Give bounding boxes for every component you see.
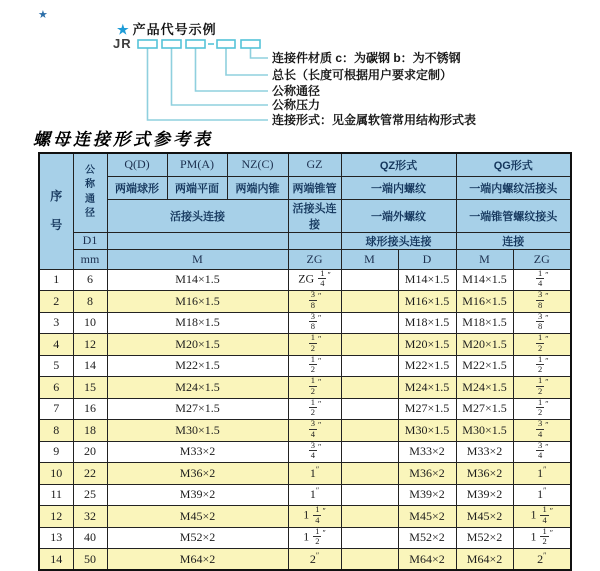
header-qz-ball-connection: 球形接头连接 (341, 232, 456, 249)
cell-qg-m: M52×2 (456, 527, 513, 549)
cell-qz-d: M22×1.5 (398, 355, 456, 377)
table-row (39, 441, 571, 463)
cell-seq: 12 (39, 506, 73, 528)
header-empty-mid (107, 232, 288, 249)
label-total-length: 总长（长度可根据用户要求定制） (272, 68, 453, 82)
cell-dn-mm: 16 (73, 398, 107, 420)
header-qg-taper-thread: 一端锥管螺纹接头 (456, 199, 571, 232)
header-nz: NZ(C) (227, 153, 288, 176)
table-row (39, 420, 571, 442)
cell-m-thread: M16×1.5 (107, 291, 288, 313)
cell-qz-d: M64×2 (398, 549, 456, 571)
label-connection-form: 连接形式：见金属软管常用结构形式表 (272, 113, 477, 127)
cell-dn-mm: 25 (73, 484, 107, 506)
cell-qz-d: M20×1.5 (398, 334, 456, 356)
cell-gz-zg: 1″ (288, 463, 341, 485)
cell-m-thread: M22×1.5 (107, 355, 288, 377)
cell-seq: 2 (39, 291, 73, 313)
cell-m-thread: M30×1.5 (107, 420, 288, 442)
cell-qz-m (341, 398, 398, 420)
product-code-prefix: JR (113, 36, 132, 51)
cell-gz-zg: $\frac{3}{8}$ ″ (288, 312, 341, 334)
code-box-3 (186, 40, 205, 48)
cell-seq: 3 (39, 312, 73, 334)
cell-dn-mm: 10 (73, 312, 107, 334)
header-qz-d: D (398, 249, 456, 269)
cell-qg-m: M14×1.5 (456, 269, 513, 291)
cell-qg-zg: 2″ (513, 549, 571, 571)
cell-dn-mm: 18 (73, 420, 107, 442)
cell-qg-zg: $\frac{3}{4}$ ″ (513, 420, 571, 442)
header-qg-connection: 连接 (456, 232, 571, 249)
cell-qz-m (341, 269, 398, 291)
cell-qg-m: M39×2 (456, 484, 513, 506)
cell-m-thread: M27×1.5 (107, 398, 288, 420)
table-row (39, 334, 571, 356)
connector-lines (148, 48, 269, 120)
cell-gz-zg: $\frac{3}{4}$ ″ (288, 441, 341, 463)
cell-qg-m: M30×1.5 (456, 420, 513, 442)
header-qg-m: M (456, 249, 513, 269)
cell-qz-d: M45×2 (398, 506, 456, 528)
header-q: Q(D) (107, 153, 167, 176)
cell-qg-zg: $\frac{1}{2}$ ″ (513, 377, 571, 399)
cell-qz-m (341, 312, 398, 334)
cell-dn-mm: 32 (73, 506, 107, 528)
cell-seq: 7 (39, 398, 73, 420)
cell-seq: 14 (39, 549, 73, 571)
header-zg: ZG (288, 249, 341, 269)
cell-seq: 8 (39, 420, 73, 442)
header-pm: PM(A) (167, 153, 227, 176)
cell-qz-m (341, 334, 398, 356)
cell-seq: 9 (39, 441, 73, 463)
cell-qz-d: M27×1.5 (398, 398, 456, 420)
cell-dn-mm: 50 (73, 549, 107, 571)
table-row (39, 355, 571, 377)
cell-gz-zg: 1″ (288, 484, 341, 506)
cell-qz-m (341, 291, 398, 313)
cell-seq: 13 (39, 527, 73, 549)
code-box-1 (138, 40, 157, 48)
cell-gz-zg: $\frac{1}{2}$ ″ (288, 398, 341, 420)
cell-dn-mm: 40 (73, 527, 107, 549)
label-connector-material: 连接件材质 c：为碳钢 b：为不锈钢 (272, 51, 461, 65)
cell-seq: 1 (39, 269, 73, 291)
cell-dn-mm: 20 (73, 441, 107, 463)
cell-gz-zg: $\frac{1}{2}$ ″ (288, 355, 341, 377)
header-mm: mm (73, 249, 107, 269)
cell-m-thread: M36×2 (107, 463, 288, 485)
cell-qg-zg: $\frac{1}{2}$ ″ (513, 334, 571, 356)
diagram-heading-text: 产品代号示例 (132, 22, 217, 37)
cell-gz-zg: 1 $\frac{1}{4}$ ″ (288, 506, 341, 528)
cell-qz-d: M36×2 (398, 463, 456, 485)
cell-qz-d: M16×1.5 (398, 291, 456, 313)
header-qz-inner-thread: 一端内螺纹 (341, 176, 456, 199)
cell-qg-zg: $\frac{1}{2}$ ″ (513, 398, 571, 420)
nut-connection-table (38, 152, 572, 571)
cell-seq: 6 (39, 377, 73, 399)
cell-qg-zg: $\frac{3}{4}$ ″ (513, 441, 571, 463)
cell-gz-zg: 2″ (288, 549, 341, 571)
cell-m-thread: M52×2 (107, 527, 288, 549)
header-qg-form: QG形式 (456, 153, 571, 176)
cell-dn-mm: 22 (73, 463, 107, 485)
cell-gz-zg: $\frac{1}{2}$ ″ (288, 377, 341, 399)
header-qz-form: QZ形式 (341, 153, 456, 176)
cell-qz-m (341, 484, 398, 506)
header-m: M (107, 249, 288, 269)
cell-gz-zg: ZG $\frac{1}{4}$ ″ (288, 269, 341, 291)
table-body (39, 269, 571, 570)
cell-qg-m: M33×2 (456, 441, 513, 463)
table-row (39, 269, 571, 291)
header-q-desc: 两端球形 (107, 176, 167, 199)
cell-m-thread: M64×2 (107, 549, 288, 571)
cell-m-thread: M24×1.5 (107, 377, 288, 399)
cell-seq: 4 (39, 334, 73, 356)
cell-seq: 5 (39, 355, 73, 377)
table-header (39, 153, 571, 269)
cell-qg-m: M36×2 (456, 463, 513, 485)
cell-qz-d: M14×1.5 (398, 269, 456, 291)
cell-qz-m (341, 420, 398, 442)
table-row (39, 312, 571, 334)
cell-m-thread: M18×1.5 (107, 312, 288, 334)
cell-qg-m: M64×2 (456, 549, 513, 571)
table-row (39, 291, 571, 313)
cell-qz-d: M33×2 (398, 441, 456, 463)
cell-qz-d: M30×1.5 (398, 420, 456, 442)
cell-gz-zg: $\frac{3}{8}$ ″ (288, 291, 341, 313)
code-box-4 (217, 40, 235, 48)
cell-dn-mm: 15 (73, 377, 107, 399)
table-row (39, 377, 571, 399)
cell-qg-m: M20×1.5 (456, 334, 513, 356)
cell-m-thread: M39×2 (107, 484, 288, 506)
header-gz: GZ (288, 153, 341, 176)
table-row (39, 463, 571, 485)
cell-qg-zg: $\frac{3}{8}$ ″ (513, 312, 571, 334)
header-qz-outer-thread: 一端外螺纹 (341, 199, 456, 232)
cell-qg-m: M16×1.5 (456, 291, 513, 313)
cell-qg-zg: 1″ (513, 463, 571, 485)
star-icon: ★ (117, 22, 130, 37)
cell-seq: 10 (39, 463, 73, 485)
cell-gz-zg: 1 $\frac{1}{2}$ ″ (288, 527, 341, 549)
cell-dn-mm: 12 (73, 334, 107, 356)
cell-qz-d: M39×2 (398, 484, 456, 506)
corner-star-icon: ★ (38, 9, 48, 21)
label-nominal-diameter: 公称通径 (272, 84, 321, 98)
cell-qz-m (341, 441, 398, 463)
cell-m-thread: M20×1.5 (107, 334, 288, 356)
header-union-connection: 活接头连接 (107, 199, 288, 232)
cell-qz-m (341, 506, 398, 528)
table-row (39, 506, 571, 528)
cell-qz-m (341, 355, 398, 377)
cell-qz-m (341, 463, 398, 485)
cell-qz-m (341, 377, 398, 399)
cell-qg-zg: $\frac{1}{4}$ ″ (513, 269, 571, 291)
cell-qz-d: M24×1.5 (398, 377, 456, 399)
code-box-5 (241, 40, 260, 48)
cell-dn-mm: 6 (73, 269, 107, 291)
cell-gz-zg: $\frac{3}{4}$ ″ (288, 420, 341, 442)
cell-qg-zg: 1 $\frac{1}{2}$ ″ (513, 527, 571, 549)
header-seq: 序号 (39, 153, 73, 269)
cell-qg-m: M22×1.5 (456, 355, 513, 377)
cell-dn-mm: 14 (73, 355, 107, 377)
header-qz-m: M (341, 249, 398, 269)
header-dn: 公称通径 (73, 153, 107, 232)
header-d1: D1 (73, 232, 107, 249)
cell-qg-zg: 1 $\frac{1}{4}$ ″ (513, 506, 571, 528)
header-empty-gz (288, 232, 341, 249)
cell-qg-zg: $\frac{3}{8}$ ″ (513, 291, 571, 313)
code-box-2 (162, 40, 181, 48)
cell-qg-m: M45×2 (456, 506, 513, 528)
table-row (39, 484, 571, 506)
header-pm-desc: 两端平面 (167, 176, 227, 199)
table-title: 螺母连接形式参考表 (33, 130, 213, 149)
header-qg-zg: ZG (513, 249, 571, 269)
cell-gz-zg: $\frac{1}{2}$ ″ (288, 334, 341, 356)
header-qg-union: 一端内螺纹活接头 (456, 176, 571, 199)
cell-qg-m: M27×1.5 (456, 398, 513, 420)
header-gz-union-connection: 活接头连接 (288, 199, 341, 232)
cell-m-thread: M14×1.5 (107, 269, 288, 291)
cell-qz-d: M18×1.5 (398, 312, 456, 334)
header-nz-desc: 两端内锥 (227, 176, 288, 199)
label-nominal-pressure: 公称压力 (272, 98, 321, 112)
table-row (39, 398, 571, 420)
cell-m-thread: M45×2 (107, 506, 288, 528)
header-gz-desc: 两端锥管 (288, 176, 341, 199)
cell-qg-zg: 1″ (513, 484, 571, 506)
cell-qz-m (341, 527, 398, 549)
cell-qg-m: M18×1.5 (456, 312, 513, 334)
cell-dn-mm: 8 (73, 291, 107, 313)
cell-qg-zg: $\frac{1}{2}$ ″ (513, 355, 571, 377)
cell-qz-d: M52×2 (398, 527, 456, 549)
table-row (39, 527, 571, 549)
cell-seq: 11 (39, 484, 73, 506)
cell-qg-m: M24×1.5 (456, 377, 513, 399)
cell-m-thread: M33×2 (107, 441, 288, 463)
